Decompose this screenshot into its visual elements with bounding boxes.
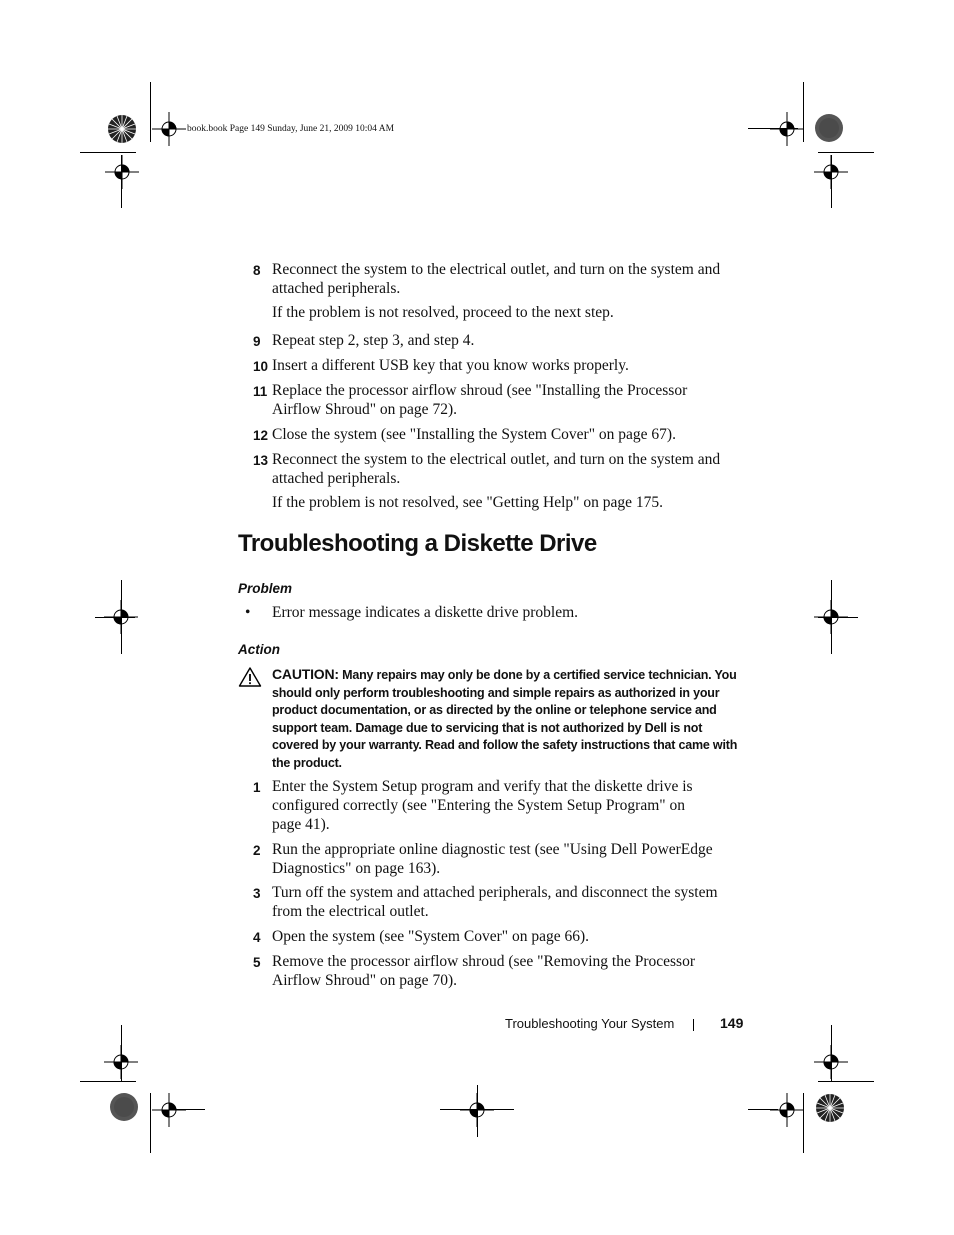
crosshair-icon	[152, 112, 186, 146]
crosshair-icon	[152, 1093, 186, 1127]
list-item	[245, 604, 735, 622]
step-item	[238, 381, 738, 419]
crop-line	[150, 1093, 151, 1153]
step-item	[238, 450, 738, 488]
problem-heading: Problem	[238, 581, 293, 596]
step-text: Repeat step 2, step 3, and step 4.	[272, 332, 475, 349]
step-number: 12	[253, 428, 269, 443]
step-text: Close the system (see "Installing the System Cover" on page 67).	[272, 426, 676, 443]
step-item	[238, 840, 738, 878]
step-number: 4	[253, 930, 261, 945]
registration-starburst-icon	[105, 112, 139, 146]
caution-triangle-icon	[238, 666, 262, 688]
step-number: 5	[253, 955, 261, 970]
step-number: 11	[253, 384, 268, 399]
step-item	[238, 777, 738, 834]
crop-line	[95, 617, 135, 618]
bullet-text: Error message indicates a diskette drive problem.	[272, 604, 579, 621]
step-item	[238, 883, 738, 921]
page-number: 149	[720, 1015, 744, 1031]
crosshair-icon	[770, 112, 804, 146]
print-header-meta: book.book Page 149 Sunday, June 21, 2009 10:04 AM	[187, 124, 395, 134]
crop-line	[175, 1109, 205, 1110]
crop-line	[477, 1085, 478, 1137]
registration-starburst-icon	[813, 1091, 847, 1125]
step-item	[238, 425, 738, 445]
section-title: Troubleshooting a Diskette Drive	[238, 530, 597, 557]
step-text: Turn off the system and attached peripherals, and disconnect the system from the electrical outlet.	[272, 884, 718, 920]
registration-gray-disc-icon	[108, 1091, 140, 1123]
step-number: 3	[253, 886, 261, 901]
step-text: Remove the processor airflow shroud (see "Removing the Processor Airflow Shroud" on page 70).	[272, 953, 696, 989]
step-item	[238, 952, 738, 990]
crosshair-icon	[814, 1045, 848, 1079]
step-text: Insert a different USB key that you know works properly.	[272, 357, 629, 374]
step-number: 2	[253, 843, 261, 858]
crosshair-icon	[105, 155, 139, 189]
step-text: Reconnect the system to the electrical outlet, and turn on the system and attached peripherals.	[272, 261, 721, 297]
step-item	[238, 260, 738, 298]
registration-gray-disc-icon	[813, 112, 845, 144]
step-number: 10	[253, 359, 269, 374]
crop-line	[818, 1081, 874, 1082]
step-number: 8	[253, 263, 261, 278]
footer-section-title: Troubleshooting Your System	[505, 1016, 675, 1031]
crop-line	[831, 155, 832, 208]
crosshair-icon	[770, 1093, 804, 1127]
crop-line	[80, 152, 136, 153]
crop-line	[748, 128, 798, 129]
crosshair-icon	[104, 1045, 138, 1079]
step-item	[238, 356, 738, 376]
crop-line	[818, 617, 858, 618]
caution-notice	[238, 666, 738, 772]
crop-line	[748, 1109, 778, 1110]
step-text: Reconnect the system to the electrical outlet, and turn on the system and attached peripherals.	[272, 451, 721, 487]
step-item	[238, 927, 738, 947]
footer-divider	[693, 1019, 694, 1031]
step-number: 1	[253, 780, 261, 795]
step-number: 9	[253, 334, 261, 349]
step-number: 13	[253, 453, 269, 468]
step-item	[238, 331, 738, 351]
crop-line	[150, 82, 151, 142]
crop-line	[818, 152, 874, 153]
step-text: Enter the System Setup program and verify that the diskette drive is configured correctly (see "Entering the System Setup Program" on page 41).	[272, 778, 693, 833]
caution-label: CAUTION:	[272, 666, 339, 682]
step-text: Open the system (see "System Cover" on page 66).	[272, 928, 589, 945]
crop-line	[80, 1081, 136, 1082]
step-note: If the problem is not resolved, proceed to the next step.	[272, 304, 614, 321]
bullet-icon: •	[245, 604, 251, 621]
step-text: Run the appropriate online diagnostic test (see "Using Dell PowerEdge Diagnostics" on page 163).	[272, 841, 713, 877]
crop-line	[803, 1093, 804, 1153]
step-note: If the problem is not resolved, see "Getting Help" on page 175.	[272, 494, 664, 511]
caution-text: Many repairs may only be done by a certified service technician. You should only perform troubleshooting and simple repairs as authorized in your product documentation, or as directed by the online or telephone service and support team. Damage due to servicing that is not authorized by Dell is not covered by your warranty. Read and follow the safety instructions that came with the product.	[272, 668, 738, 770]
crop-line	[121, 155, 122, 208]
action-heading: Action	[238, 642, 280, 657]
step-text: Replace the processor airflow shroud (see "Installing the Processor Airflow Shroud" on page 72).	[272, 382, 688, 418]
